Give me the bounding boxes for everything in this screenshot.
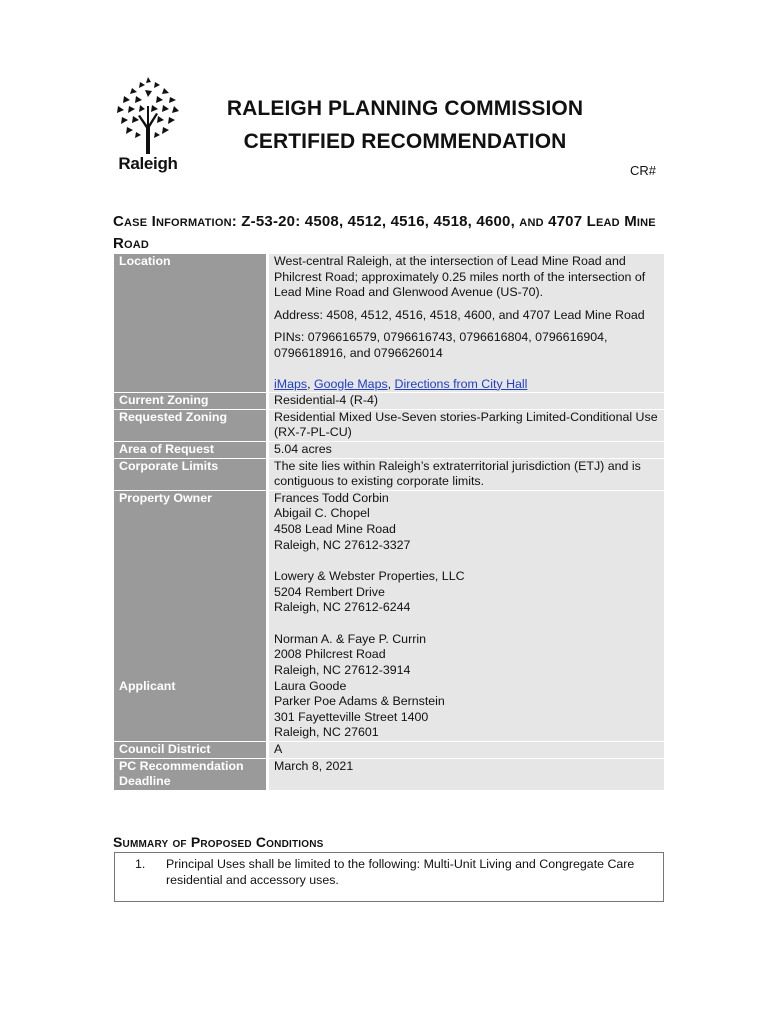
location-value: [268, 254, 665, 393]
applicant-line-1: Laura Goode: [274, 678, 347, 693]
raleigh-logo: [112, 76, 182, 178]
corporate-limits-label: Corporate Limits: [114, 458, 268, 490]
location-address: Address: 4508, 4512, 4516, 4518, 4600, and 4707 Lead Mine Road: [274, 307, 645, 322]
area-of-request-value: 5.04 acres: [268, 441, 665, 458]
corporate-limits-value: The site lies within Raleigh’s extraterritorial jurisdiction (ETJ) and is contiguous to existing corporate limits.: [268, 458, 665, 490]
owner-3-line-3: Raleigh, NC 27612-3914: [274, 663, 411, 678]
applicant-value: [268, 679, 665, 742]
title-line-1: RALEIGH PLANNING COMMISSION: [226, 97, 584, 120]
owner-2-line-1: Lowery & Webster Properties, LLC: [274, 569, 465, 584]
owner-3-line-1: Norman A. & Faye P. Currin: [274, 631, 426, 646]
owner-1-line-2: Abigail C. Chopel: [274, 506, 370, 521]
owner-2-line-3: Raleigh, NC 27612-6244: [274, 600, 411, 615]
location-label: Location: [114, 254, 268, 393]
row-corporate-limits: [114, 458, 664, 490]
applicant-line-2: Parker Poe Adams & Bernstein: [274, 694, 445, 709]
current-zoning-label: Current Zoning: [114, 393, 268, 410]
recommendation-deadline-value: March 8, 2021: [268, 758, 665, 790]
cr-number-label: CR#: [629, 163, 656, 178]
owner-3-line-2: 2008 Philcrest Road: [274, 647, 386, 662]
location-description: West-central Raleigh, at the intersection of Lead Mine Road and Philcrest Road; approximately 0.25 miles north of the intersection of Lead Mine Road and Glenwood Avenue (US-70).: [274, 254, 646, 300]
deadline-label-line-1: PC Recommendation: [119, 758, 244, 773]
condition-number: 1.: [135, 857, 146, 871]
recommendation-deadline-label: [114, 758, 268, 790]
owner-2-line-2: 5204 Rembert Drive: [274, 584, 385, 599]
imaps-link[interactable]: iMaps: [274, 376, 308, 391]
case-heading-prefix: Case Information:: [113, 213, 237, 230]
case-number-and-address: Z-53-20: 4508, 4512, 4516, 4518, 4600, and 4707 Lead Mine Road: [113, 213, 656, 252]
row-applicant: [114, 679, 664, 742]
owner-1-line-1: Frances Todd Corbin: [274, 490, 389, 505]
raleigh-oak-tree-icon: [112, 76, 182, 156]
row-council-district: [114, 742, 664, 759]
condition-text: Principal Uses shall be limited to the following: Multi-Unit Living and Congregate Care residential and accessory uses.: [166, 857, 635, 887]
property-owner-label: Property Owner: [114, 490, 268, 678]
council-district-label: Council District: [114, 742, 268, 759]
row-current-zoning: [114, 393, 664, 410]
logo-wordmark: Raleigh: [118, 154, 178, 173]
owner-1-line-3: 4508 Lead Mine Road: [274, 521, 396, 536]
row-area-of-request: [114, 441, 664, 458]
row-recommendation-deadline: [114, 758, 664, 790]
row-requested-zoning: [114, 409, 664, 441]
owner-1-line-4: Raleigh, NC 27612-3327: [274, 537, 411, 552]
location-links: [274, 377, 659, 393]
google-maps-link[interactable]: Google Maps: [313, 376, 388, 391]
page-title: [190, 92, 620, 158]
council-district-value: A: [268, 742, 665, 759]
property-owner-value: [268, 490, 665, 678]
area-of-request-label: Area of Request: [114, 441, 268, 458]
title-line-2: CERTIFIED RECOMMENDATION: [243, 130, 567, 153]
directions-from-city-hall-link[interactable]: Directions from City Hall: [394, 376, 528, 391]
requested-zoning-value: Residential Mixed Use-Seven stories-Parking Limited-Conditional Use (RX-7-PL-CU): [268, 409, 665, 441]
requested-zoning-label: Requested Zoning: [114, 409, 268, 441]
row-location: [114, 254, 664, 393]
summary-heading: Summary of Proposed Conditions: [113, 834, 324, 850]
case-information-heading: [113, 211, 673, 255]
applicant-line-3: 301 Fayetteville Street 1400: [274, 709, 429, 724]
current-zoning-value: Residential-4 (R-4): [268, 393, 665, 410]
location-pins: PINs: 0796616579, 0796616743, 0796616804, 0796616904, 0796618916, and 0796626014: [274, 330, 608, 360]
case-info-table: [114, 254, 664, 790]
applicant-line-4: Raleigh, NC 27601: [274, 725, 379, 740]
link-separator: ,: [387, 376, 395, 391]
applicant-label: Applicant: [114, 679, 268, 742]
summary-conditions-box: [114, 852, 664, 902]
deadline-label-line-2: Deadline: [119, 774, 171, 789]
link-separator: ,: [307, 376, 314, 391]
row-property-owner: [114, 490, 664, 678]
